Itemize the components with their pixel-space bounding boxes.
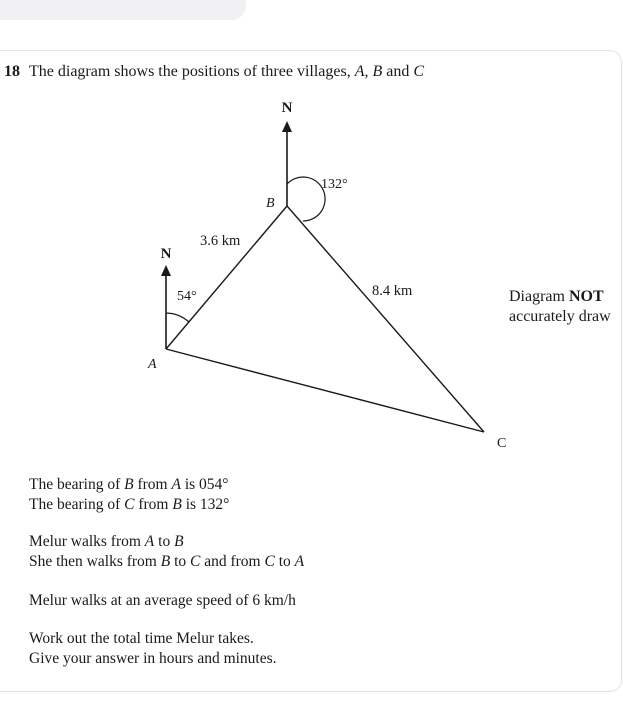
statement-bearing-b	[29, 475, 229, 494]
angle-label-b: 132°	[321, 177, 348, 192]
var: C	[190, 553, 201, 570]
text: to	[170, 553, 191, 570]
question-number: 18	[4, 63, 20, 80]
var: B	[172, 496, 182, 513]
text: The bearing of	[29, 496, 125, 513]
statement-speed: Melur walks at an average speed of 6 km/h	[29, 592, 296, 609]
north-label-b: N	[281, 100, 293, 116]
var: C	[124, 496, 135, 513]
var: A	[294, 553, 305, 570]
top-search-pill	[0, 0, 246, 20]
text: and from	[200, 553, 265, 570]
note-line-1-text: Diagram	[509, 288, 569, 305]
text: Melur walks from	[29, 533, 145, 550]
text: from	[134, 496, 173, 513]
var: B	[160, 553, 171, 570]
instruction-answer-format: Give your answer in hours and minutes.	[29, 650, 277, 667]
side-ab	[166, 206, 287, 349]
side-bc	[287, 206, 484, 432]
note-line-2: accurately draw	[509, 308, 611, 325]
angle-label-a: 54°	[177, 289, 197, 304]
distance-label-bc: 8.4 km	[372, 283, 413, 299]
text: is 054°	[180, 476, 229, 493]
text: from	[133, 476, 172, 493]
point-label-c: C	[497, 436, 507, 451]
text: to	[154, 533, 175, 550]
var: A	[171, 476, 181, 493]
var: B	[124, 476, 134, 493]
north-label-a: N	[160, 246, 172, 262]
angle-arc-a	[166, 313, 189, 322]
intro-text-2: ,	[364, 63, 373, 80]
text: She then walks from	[29, 553, 161, 570]
text: is 132°	[181, 496, 230, 513]
var: A	[144, 533, 155, 550]
diagram-accuracy-note	[509, 287, 611, 327]
intro-text-1: The diagram shows the positions of three villages,	[29, 63, 355, 80]
intro-var-a: A	[354, 63, 365, 80]
point-label-b: B	[266, 196, 275, 211]
statement-walk-bca	[29, 552, 304, 571]
intro-text-3: and	[382, 63, 414, 80]
north-arrow-a-icon	[161, 265, 171, 276]
distance-label-ab: 3.6 km	[200, 233, 241, 249]
intro-var-c: C	[413, 63, 425, 80]
text: The bearing of	[29, 476, 125, 493]
intro-var-b: B	[372, 63, 383, 80]
question-card	[0, 50, 622, 692]
statement-walk-ab	[29, 532, 184, 551]
var: C	[264, 553, 275, 570]
north-arrow-b-icon	[282, 121, 292, 132]
angle-arc-b	[287, 177, 325, 221]
point-label-a: A	[148, 357, 157, 372]
var: B	[174, 533, 184, 550]
side-ca	[166, 349, 484, 432]
instruction-work-out: Work out the total time Melur takes.	[29, 630, 254, 647]
statement-bearing-c	[29, 495, 229, 514]
note-line-1	[509, 287, 611, 307]
text: to	[274, 553, 295, 570]
note-line-1-bold: NOT	[568, 288, 604, 305]
